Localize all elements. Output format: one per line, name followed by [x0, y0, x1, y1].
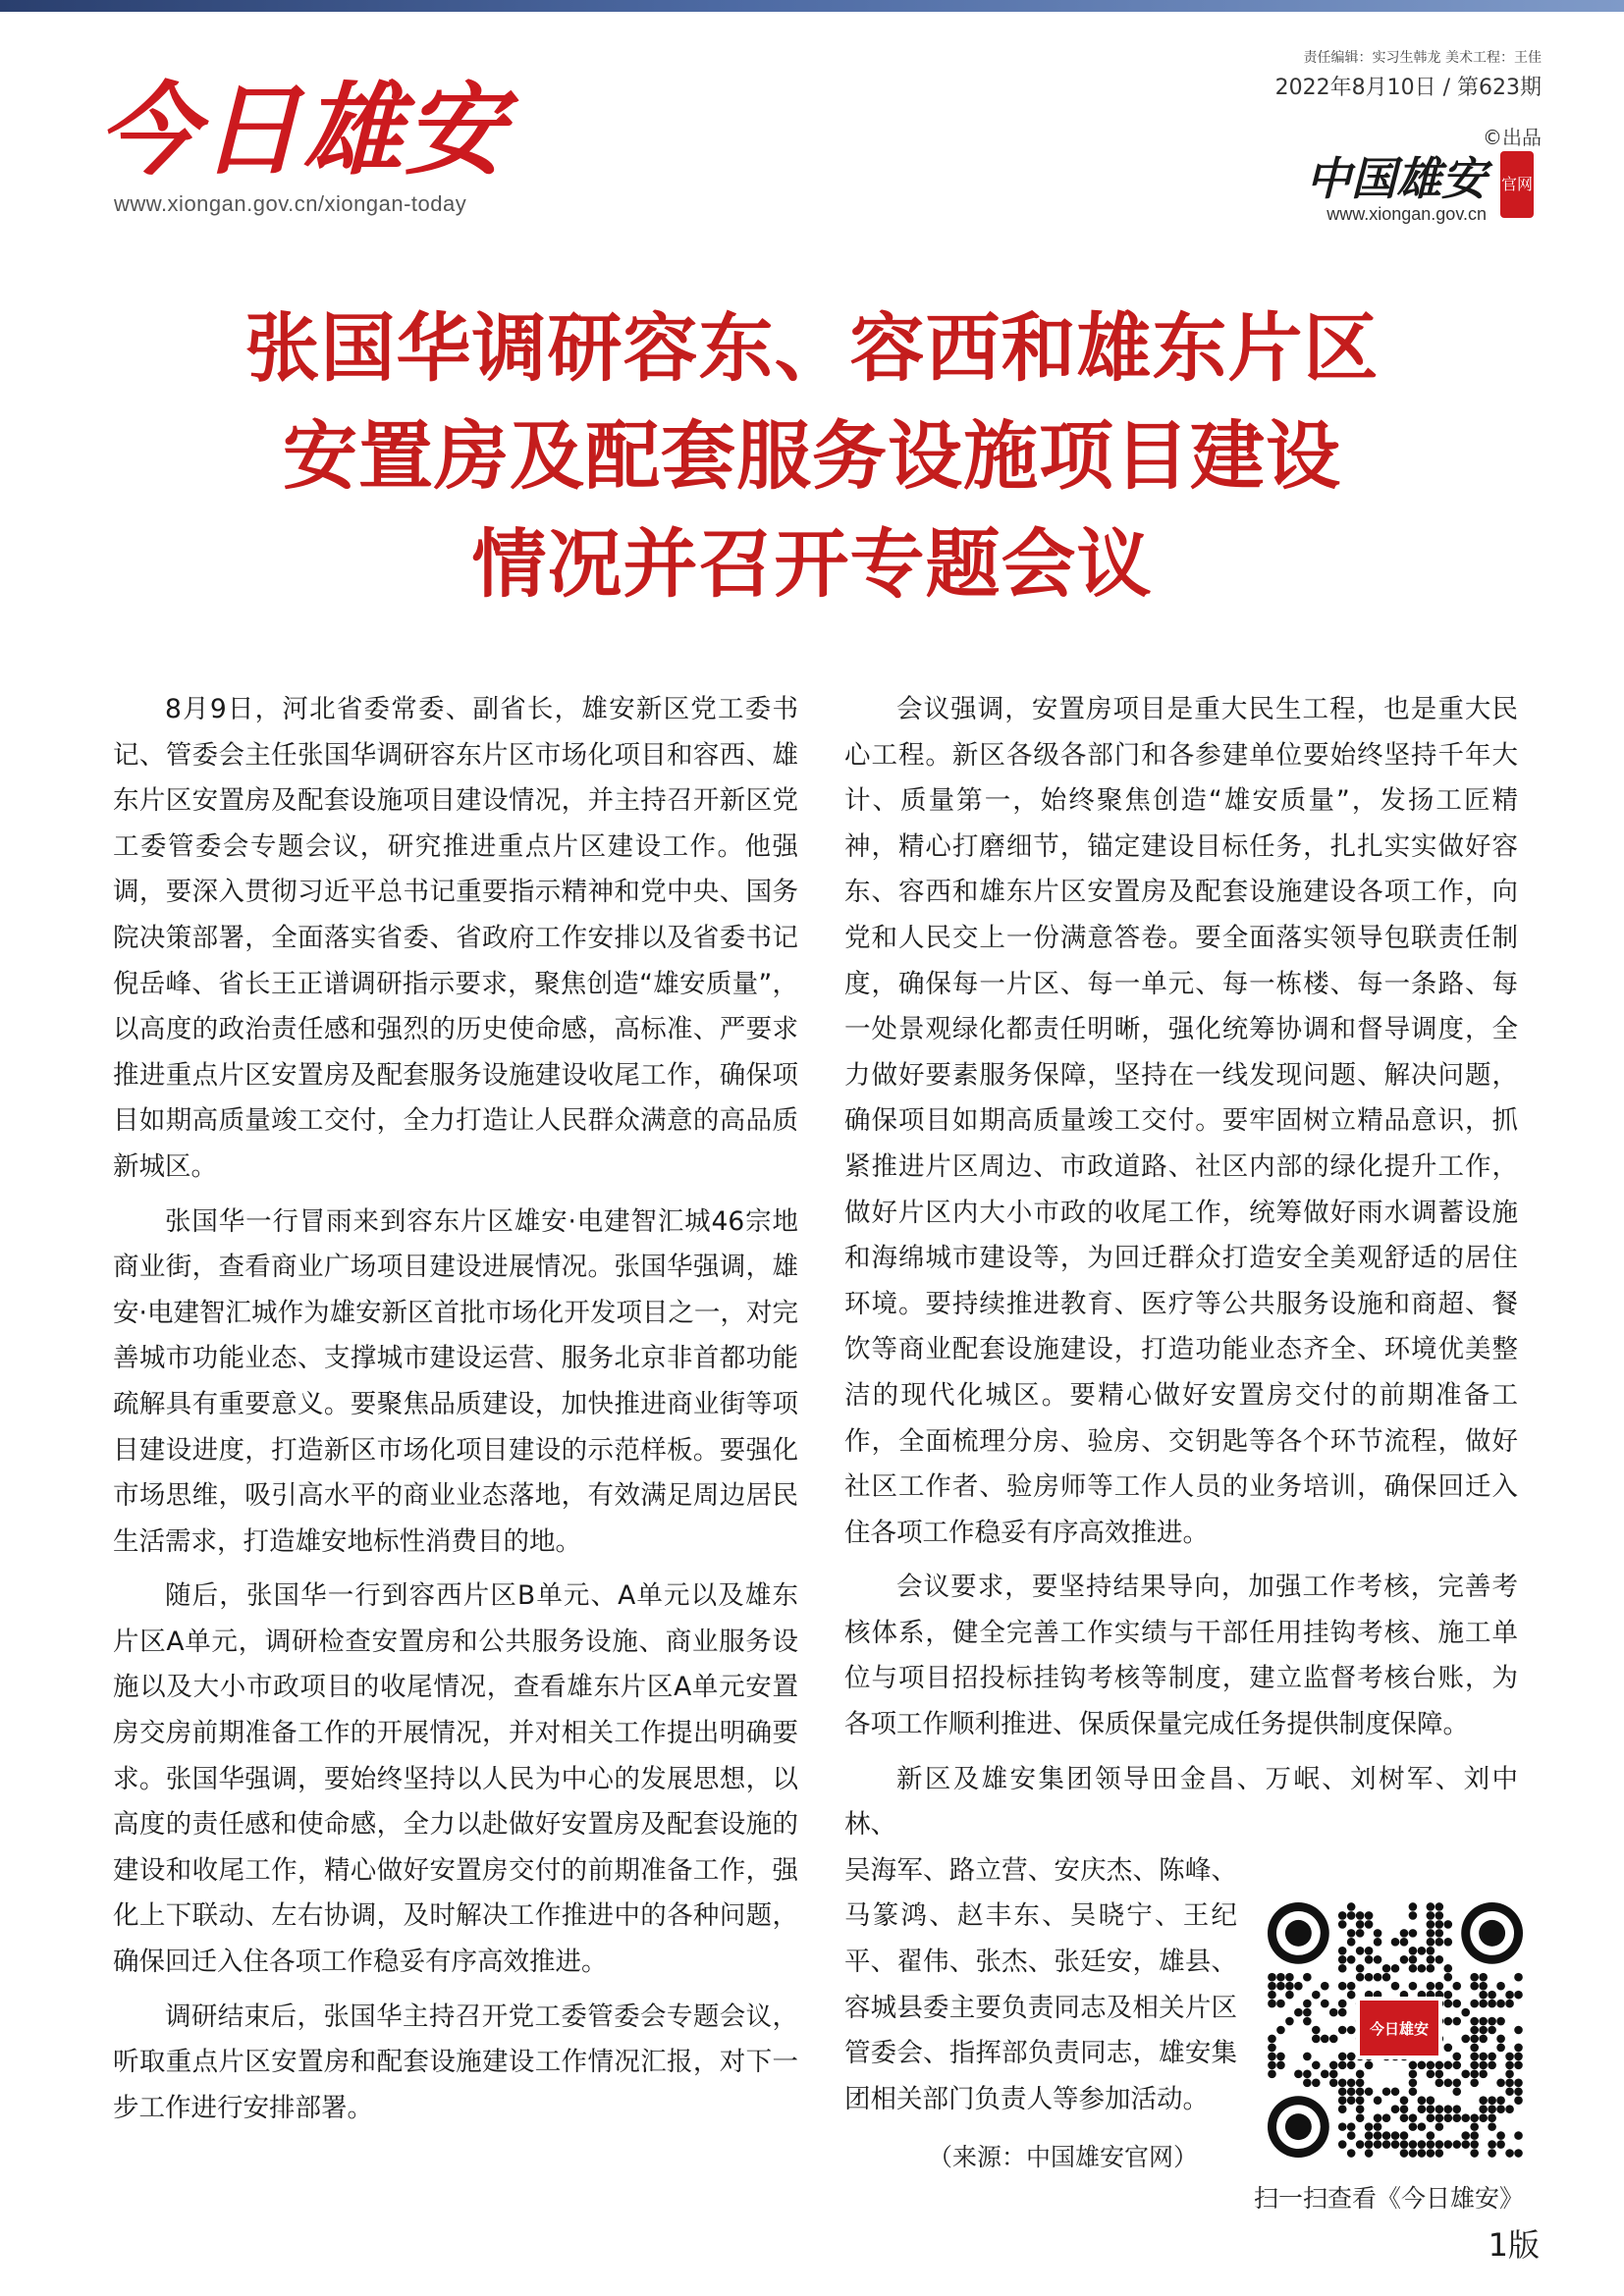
headline-line: 情况并召开专题会议: [471, 520, 1153, 608]
qr-block: [1254, 1902, 1539, 2215]
article-source: （来源：中国雄安官网）: [928, 2143, 1199, 2171]
article-paragraph: 调研结束后，张国华主持召开党工委管委会专题会议，听取重点片区安置房和配套设施建设工作情况汇报，对下一步工作进行安排部署。: [113, 2001, 798, 2123]
attendees-list: 吴海军、路立营、安庆杰、陈峰、马篆鸿、赵丰东、吴晓宁、王纪平、翟伟、张杰、张廷安，雄县、容城县委主要负责同志及相关片区管委会、指挥部负责同志，雄安集团相关部门负责人等参加活动。: [844, 1854, 1237, 2114]
attendees-first-line: 新区及雄安集团领导田金昌、万岷、刘树军、刘中林、: [844, 1763, 1518, 1841]
article-paragraph: 8月9日，河北省委常委、副省长，雄安新区党工委书记、管委会主任张国华调研容东片区市场化项目和容西、雄东片区安置房及配套设施项目建设情况，并主持召开新区党工委管委会专题会议，研究推进重点片区建设工作。他强调，要深入贯彻习近平总书记重要指示精神和党中央、国务院决策部署，全面落实省委、省政府工作安排以及省委书记倪岳峰、省长王正谱调研指示要求，聚焦创造“雄安质量”，以高度的政治责任感和强烈的历史使命感，高标准、严要求推进重点片区安置房及配套服务设施建设收尾工作，确保项目如期高质量竣工交付，全力打造让人民群众满意的高品质新城区。: [113, 694, 798, 1182]
headline-line: 张国华调研容东、容西和雄东片区: [244, 304, 1380, 392]
article-paragraph: 会议强调，安置房项目是重大民生工程，也是重大民心工程。新区各级各部门和各参建单位要始终坚持千年大计、质量第一，始终聚焦创造“雄安质量”，发扬工匠精神，精心打磨细节，锚定建设目标任务，扎扎实实做好容东、容西和雄东片区安置房及配套设施建设各项工作，向党和人民交上一份满意答卷。要全面落实领导包联责任制度，确保每一片区、每一单元、每一栋楼、每一条路、每一处景观绿化都责任明晰，强化统筹协调和督导调度，全力做好要素服务保障，坚持在一线发现问题、解决问题，确保项目如期高质量竣工交付。要牢固树立精品意识，抓紧推进片区周边、市政道路、社区内部的绿化提升工作，做好片区内大小市政的收尾工作，统筹做好雨水调蓄设施和海绵城市建设等，为回迁群众打造安全美观舒适的居住环境。要持续推进教育、医疗等公共服务设施和商超、餐饮等商业配套设施建设，打造功能业态齐全、环境优美整洁的现代化城区。要精心做好安置房交付的前期准备工作，全面梳理分房、验房、交钥匙等各个环节流程，做好社区工作者、验房师等工作人员的业务培训，确保回迁入住各项工作稳妥有序高效推进。: [844, 694, 1518, 1548]
top-color-bar: [0, 0, 1624, 12]
masthead-url[interactable]: www.xiongan.gov.cn/xiongan-today: [114, 191, 467, 216]
page-number: 1版: [1488, 2226, 1540, 2264]
publisher-logo: 中国雄安: [1306, 152, 1487, 205]
qr-center-logo: 今日雄安: [1356, 1997, 1442, 2059]
masthead: [98, 51, 550, 216]
article-paragraph: 随后，张国华一行到容西片区B单元、A单元以及雄东片区A单元，调研检查安置房和公共服务设施、商业服务设施以及大小市政项目的收尾情况，查看雄东片区A单元安置房交房前期准备工作的开展情况，并对相关工作提出明确要求。张国华强调，要始终坚持以人民为中心的发展思想，以高度的责任感和使命感，全力以赴做好安置房及配套设施的建设和收尾工作，精心做好安置房交付的前期准备工作，强化上下联动、左右协调，及时解决工作推进中的各种问题，确保回迁入住各项工作稳妥有序高效推进。: [113, 1580, 798, 1978]
publisher-mark: ©出品: [1483, 126, 1542, 149]
editor-credits: 责任编辑：实习生韩龙 美术工程：王佳: [1303, 50, 1542, 66]
headline-line: 安置房及配套服务设施项目建设: [283, 412, 1341, 500]
publisher-url[interactable]: www.xiongan.gov.cn: [1326, 204, 1487, 224]
article-paragraph: 张国华一行冒雨来到容东片区雄安·电建智汇城46宗地商业街，查看商业广场项目建设进展情况。张国华强调，雄安·电建智汇城作为雄安新区首批市场化开发项目之一，对完善城市功能业态、支撑城市建设运营、服务北京非首都功能疏解具有重要意义。要聚焦品质建设，加快推进商业街等项目建设进度，打造新区市场化项目建设的示范样板。要强化市场思维，吸引高水平的商业业态落地，有效满足周边居民生活需求，打造雄安地标性消费目的地。: [113, 1205, 798, 1557]
article-left-column: [113, 687, 798, 2140]
article-paragraph: 会议要求，要坚持结果导向，加强工作考核，完善考核体系，健全完善工作实绩与干部任用挂钩考核、施工单位与项目招投标挂钩考核等制度，建立监督考核台账，为各项工作顺利推进、保质保量完成任务提供制度保障。: [844, 1572, 1518, 1740]
qr-caption: 扫一扫查看《今日雄安》: [1254, 2184, 1525, 2213]
masthead-title: 今日雄安: [98, 72, 507, 189]
qr-code[interactable]: [1268, 1902, 1523, 2158]
issue-date: 2022年8月10日 / 第623期: [1274, 76, 1542, 100]
headline: [98, 294, 1526, 618]
publisher-block: [1286, 122, 1542, 230]
publisher-seal: 官网: [1500, 151, 1534, 218]
